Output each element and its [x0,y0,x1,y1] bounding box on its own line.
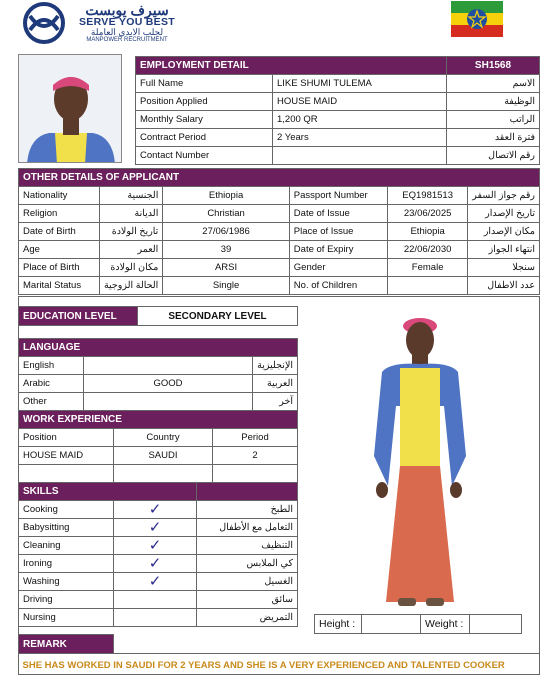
check-icon [114,591,197,609]
row-place-of-birth [19,259,540,277]
label-nationality: Nationality [19,187,100,205]
height-value [362,615,421,634]
label-other-language: Other [19,393,84,411]
value-date-of-issue: 23/06/2025 [388,205,468,223]
logo-arabic-sub: لجلب الايدي العاملة [90,27,164,37]
work-header-row [19,429,298,447]
value-arabic: GOOD [84,375,253,393]
value-children [388,277,468,295]
ar-english: الإنجليزية [253,357,298,375]
row-nationality [19,187,540,205]
logo-name: SERVE YOU BEST [78,16,175,28]
ar-expiry: انتهاء الجواز [468,241,540,259]
value-other-language [84,393,253,411]
check-icon: ✓ [114,555,197,573]
education-value: SECONDARY LEVEL [138,307,298,326]
logo-mark-icon [20,2,68,44]
value-expiry: 22/06/2030 [388,241,468,259]
work-row [19,447,298,465]
value-passport: EQ1981513 [388,187,468,205]
row-salary [136,111,540,129]
label-place-of-birth: Place of Birth [19,259,100,277]
ar-place-of-birth: مكان الولادة [99,259,162,277]
employment-title: EMPLOYMENT DETAIL [136,57,447,75]
work-position [19,465,114,483]
ar-passport: رقم جواز السفر [468,187,540,205]
education-table [18,306,298,326]
skill-ar-babysitting: التعامل مع الأطفال [197,519,298,537]
remark-table [18,634,540,676]
weight-value [470,615,522,634]
label-religion: Religion [19,205,100,223]
value-place-of-issue: Ethiopia [388,223,468,241]
ar-other-language: آخر [253,393,298,411]
value-dob: 27/06/1986 [163,223,289,241]
label-position: Position Applied [136,93,273,111]
ar-full-name: الاسم [447,75,540,93]
ar-arabic: العربية [253,375,298,393]
skills-title: SKILLS [19,483,197,501]
work-country: SAUDI [114,447,213,465]
skill-row-driving [19,591,298,609]
value-nationality: Ethiopia [163,187,289,205]
skill-row-cleaning [19,537,298,555]
check-icon: ✓ [114,537,197,555]
label-arabic: Arabic [19,375,84,393]
ar-nationality: الجنسية [99,187,162,205]
measurements-table [314,614,522,634]
ar-salary: الراتب [447,111,540,129]
skill-label-babysitting: Babysitting [19,519,114,537]
weight-label: Weight : [421,615,470,634]
work-row [19,465,298,483]
applicant-photo-small [18,54,122,163]
work-experience-table [18,410,298,483]
skill-row-nursing [19,609,298,627]
ar-contract: فترة العقد [447,129,540,147]
work-position: HOUSE MAID [19,447,114,465]
education-label: EDUCATION LEVEL [19,307,138,326]
label-full-name: Full Name [136,75,273,93]
ar-religion: الديانة [99,205,162,223]
label-children: No. of Children [289,277,387,295]
label-dob: Date of Birth [19,223,100,241]
label-place-of-issue: Place of Issue [289,223,387,241]
row-age [19,241,540,259]
employment-detail-table [135,56,540,165]
label-contact: Contact Number [136,147,273,165]
ar-children: عدد الاطفال [468,277,540,295]
value-contract: 2 Years [273,129,447,147]
height-label: Height : [315,615,362,634]
label-salary: Monthly Salary [136,111,273,129]
skill-label-cooking: Cooking [19,501,114,519]
label-expiry: Date of Expiry [289,241,387,259]
row-arabic [19,375,298,393]
skills-title-blank [197,483,298,501]
label-age: Age [19,241,100,259]
skill-row-babysitting [19,519,298,537]
applicant-photo-full [340,306,500,612]
value-contact [273,147,447,165]
row-contact [136,147,540,165]
ar-position: الوظيفة [447,93,540,111]
value-age: 39 [163,241,289,259]
skill-ar-cleaning: التنظيف [197,537,298,555]
row-other-language [19,393,298,411]
check-icon: ✓ [114,573,197,591]
language-title: LANGUAGE [19,339,298,357]
value-full-name: LIKE SHUMI TULEMA [273,75,447,93]
work-header-country: Country [114,429,213,447]
skill-label-driving: Driving [19,591,114,609]
skill-ar-nursing: التمريض [197,609,298,627]
label-contract: Contract Period [136,129,273,147]
check-icon [114,609,197,627]
ar-place-of-issue: مكان الإصدار [468,223,540,241]
skill-label-washing: Washing [19,573,114,591]
remark-title: REMARK [19,635,114,654]
skill-row-cooking [19,501,298,519]
value-religion: Christian [163,205,289,223]
skill-ar-driving: سائق [197,591,298,609]
label-gender: Gender [289,259,387,277]
language-table [18,338,298,411]
ethiopia-flag-icon [451,1,503,37]
value-english [84,357,253,375]
value-salary: 1,200 QR [273,111,447,129]
row-full-name [136,75,540,93]
label-marital: Marital Status [19,277,100,295]
skill-ar-ironing: كي الملابس [197,555,298,573]
skill-row-ironing [19,555,298,573]
skill-label-nursing: Nursing [19,609,114,627]
work-country [114,465,213,483]
ar-gender: سنجلا [468,259,540,277]
logo-arabic: سيرف يوبست [85,2,169,18]
work-period [213,465,298,483]
other-details-title: OTHER DETAILS OF APPLICANT [19,169,540,187]
skill-ar-cooking: الطبخ [197,501,298,519]
value-gender: Female [388,259,468,277]
work-title: WORK EXPERIENCE [19,411,298,429]
row-english [19,357,298,375]
check-icon: ✓ [114,519,197,537]
label-passport: Passport Number [289,187,387,205]
ar-age: العمر [99,241,162,259]
value-place-of-birth: ARSI [163,259,289,277]
row-dob [19,223,540,241]
value-position: HOUSE MAID [273,93,447,111]
company-logo [20,2,180,44]
work-header-position: Position [19,429,114,447]
row-position [136,93,540,111]
other-details-table [18,168,540,295]
work-period: 2 [213,447,298,465]
label-english: English [19,357,84,375]
ar-dob: تاريخ الولادة [99,223,162,241]
value-marital: Single [163,277,289,295]
row-contract [136,129,540,147]
skill-ar-washing: الغسيل [197,573,298,591]
reference-number: SH1568 [447,57,540,75]
ar-marital: الحالة الزوجية [99,277,162,295]
label-date-of-issue: Date of Issue [289,205,387,223]
work-header-period: Period [213,429,298,447]
skill-row-washing [19,573,298,591]
logo-sub: MANPOWER RECRUITMENT [86,37,168,43]
check-icon: ✓ [114,501,197,519]
row-religion [19,205,540,223]
skills-table [18,482,298,627]
skill-label-cleaning: Cleaning [19,537,114,555]
ar-contact: رقم الاتصال [447,147,540,165]
ar-date-of-issue: تاريخ الإصدار [468,205,540,223]
skill-label-ironing: Ironing [19,555,114,573]
remark-text: SHE HAS WORKED IN SAUDI FOR 2 YEARS AND SHE IS A VERY EXPERIENCED AND TALENTED COOKER [19,654,541,677]
row-marital [19,277,540,295]
